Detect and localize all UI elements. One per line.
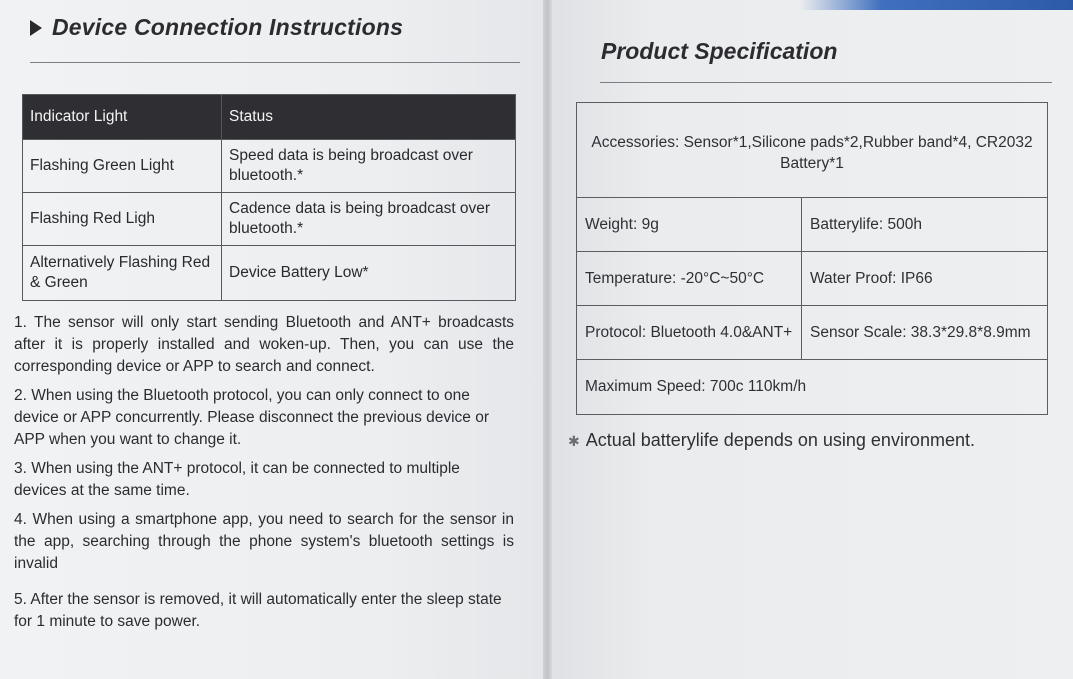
- book-spine: [543, 0, 552, 679]
- table-cell: Flashing Green Light: [23, 140, 222, 193]
- table-cell: Alternatively Flashing Red & Green: [23, 246, 222, 301]
- table-cell: Flashing Red Ligh: [23, 193, 222, 246]
- triangle-bullet-icon: [30, 20, 42, 36]
- table-cell: Speed data is being broadcast over bluetooth.*: [222, 140, 516, 193]
- note-item: 5. After the sensor is removed, it will automatically enter the sleep state for 1 minute to save power.: [14, 591, 502, 630]
- spec-batterylife: Batterylife: 500h: [802, 198, 1048, 252]
- spec-protocol: Protocol: Bluetooth 4.0&ANT+: [577, 306, 802, 360]
- divider: [30, 62, 520, 63]
- note-item: 2. When using the Bluetooth protocol, you can only connect to one device or APP concurrently. Please disconnect the previous device or APP when you want to change it.: [14, 387, 490, 448]
- spec-weight: Weight: 9g: [577, 198, 802, 252]
- asterisk-icon: ✱: [568, 433, 580, 449]
- spec-accessories: Accessories: Sensor*1,Silicone pads*2,Rubber band*4, CR2032 Battery*1: [577, 103, 1048, 198]
- table-row: [577, 198, 1048, 252]
- section-title: Device Connection Instructions: [52, 14, 404, 40]
- spec-temperature: Temperature: -20°C~50°C: [577, 252, 802, 306]
- table-row: [577, 306, 1048, 360]
- section-header: [30, 14, 403, 41]
- background-edge: [800, 0, 1073, 10]
- spec-table: [576, 102, 1048, 415]
- spec-max-speed: Maximum Speed: 700c 110km/h: [577, 360, 1048, 415]
- note-item: 4. When using a smartphone app, you need to search for the sensor in the app, searching through the phone system's bluetooth settings is invalid: [14, 511, 514, 572]
- spec-sensor-scale: Sensor Scale: 38.3*29.8*8.9mm: [802, 306, 1048, 360]
- footnote-text: Actual batterylife depends on using environment.: [585, 430, 975, 450]
- table-row: [23, 140, 516, 193]
- table-cell: Device Battery Low*: [222, 246, 516, 301]
- spec-title: Product Specification: [601, 38, 838, 64]
- table-cell: Cadence data is being broadcast over bluetooth.*: [222, 193, 516, 246]
- table-row: [23, 246, 516, 301]
- spec-water-proof: Water Proof: IP66: [802, 252, 1048, 306]
- column-header: Indicator Light: [23, 95, 222, 140]
- instruction-notes: [14, 312, 514, 640]
- column-header: Status: [222, 95, 516, 140]
- indicator-table: [22, 94, 516, 301]
- table-row: [577, 360, 1048, 415]
- divider: [600, 82, 1052, 83]
- table-row: [577, 103, 1048, 198]
- note-item: 3. When using the ANT+ protocol, it can be connected to multiple devices at the same time.: [14, 460, 460, 499]
- table-header-row: [23, 95, 516, 140]
- note-item: 1. The sensor will only start sending Bluetooth and ANT+ broadcasts after it is properly installed and woken-up. Then, you can use the corresponding device or APP to search and connect.: [14, 314, 514, 375]
- table-row: [23, 193, 516, 246]
- footnote: [568, 430, 975, 451]
- table-row: [577, 252, 1048, 306]
